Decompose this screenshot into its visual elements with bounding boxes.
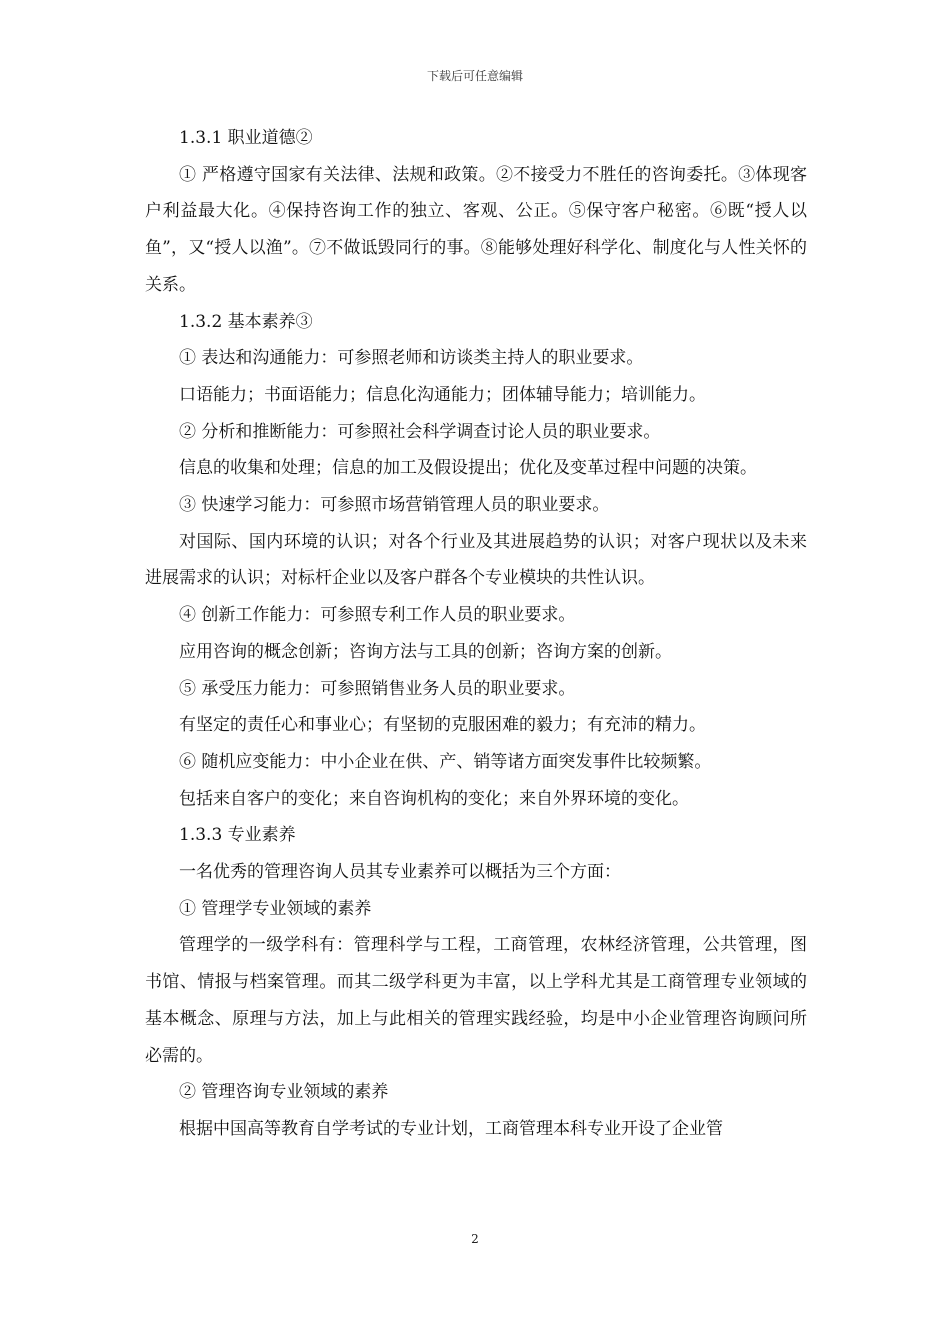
paragraph: ① 表达和沟通能力：可参照老师和访谈类主持人的职业要求。 [179,348,644,369]
paragraph: 一名优秀的管理咨询人员其专业素养可以概括为三个方面： [179,862,621,883]
paragraph: ⑥ 随机应变能力：中小企业在供、产、销等诸方面突发事件比较频繁。 [179,751,712,772]
paragraph: ① 管理学专业领域的素养 [179,898,372,919]
paragraph: ③ 快速学习能力：可参照市场营销管理人员的职业要求。 [179,495,610,516]
page-header: 下载后可任意编辑 [426,69,523,83]
section-heading-1-3-1: 1.3.1 职业道德② [179,128,313,148]
section-heading-1-3-2: 1.3.2 基本素养③ [179,311,313,332]
paragraph: 管理学的一级学科有：管理科学与工程，工商管理，农林经济管理，公共管理，图书馆、情报与档案管理。而其二级学科更为丰富，以上学科尤其是工商管理专业领域的基本概念、原理与方法，加上与此相关的管理实践经验，均是中小企业管理咨询顾问所必需的。 [145,935,807,1066]
paragraph: 根据中国高等教育自学考试的专业计划，工商管理本科专业开设了企业管 [179,1118,723,1139]
paragraph: ④ 创新工作能力：可参照专利工作人员的职业要求。 [179,605,576,626]
paragraph: ② 分析和推断能力：可参照社会科学调查讨论人员的职业要求。 [179,421,661,442]
paragraph: 应用咨询的概念创新；咨询方法与工具的创新；咨询方案的创新。 [179,641,672,662]
document-body [145,120,807,1148]
paragraph: 口语能力；书面语能力；信息化沟通能力；团体辅导能力；培训能力。 [179,384,706,405]
paragraph: 有坚定的责任心和事业心；有坚韧的克服困难的毅力；有充沛的精力。 [179,715,706,736]
paragraph: ① 严格遵守国家有关法律、法规和政策。②不接受力不胜任的咨询委托。③体现客户利益最大化。④保持咨询工作的独立、客观、公正。⑤保守客户秘密。⑥既“授人以鱼”，又“授人以渔”。⑦不做诋毁同行的事。⑧能够处理好科学化、制度化与人性关怀的关系。 [145,164,807,295]
paragraph: 包括来自客户的变化；来自咨询机构的变化；来自外界环境的变化。 [179,788,689,809]
section-heading-1-3-3: 1.3.3 专业素养 [179,825,296,846]
page-number: 2 [471,1232,479,1246]
paragraph: ② 管理咨询专业领域的素养 [179,1082,389,1103]
paragraph: 对国际、国内环境的认识；对各个行业及其进展趋势的认识；对客户现状以及未来进展需求的认识；对标杆企业以及客户群各个专业模块的共性认识。 [145,531,807,589]
paragraph: ⑤ 承受压力能力：可参照销售业务人员的职业要求。 [179,678,576,699]
paragraph: 信息的收集和处理；信息的加工及假设提出；优化及变革过程中问题的决策。 [179,458,757,479]
